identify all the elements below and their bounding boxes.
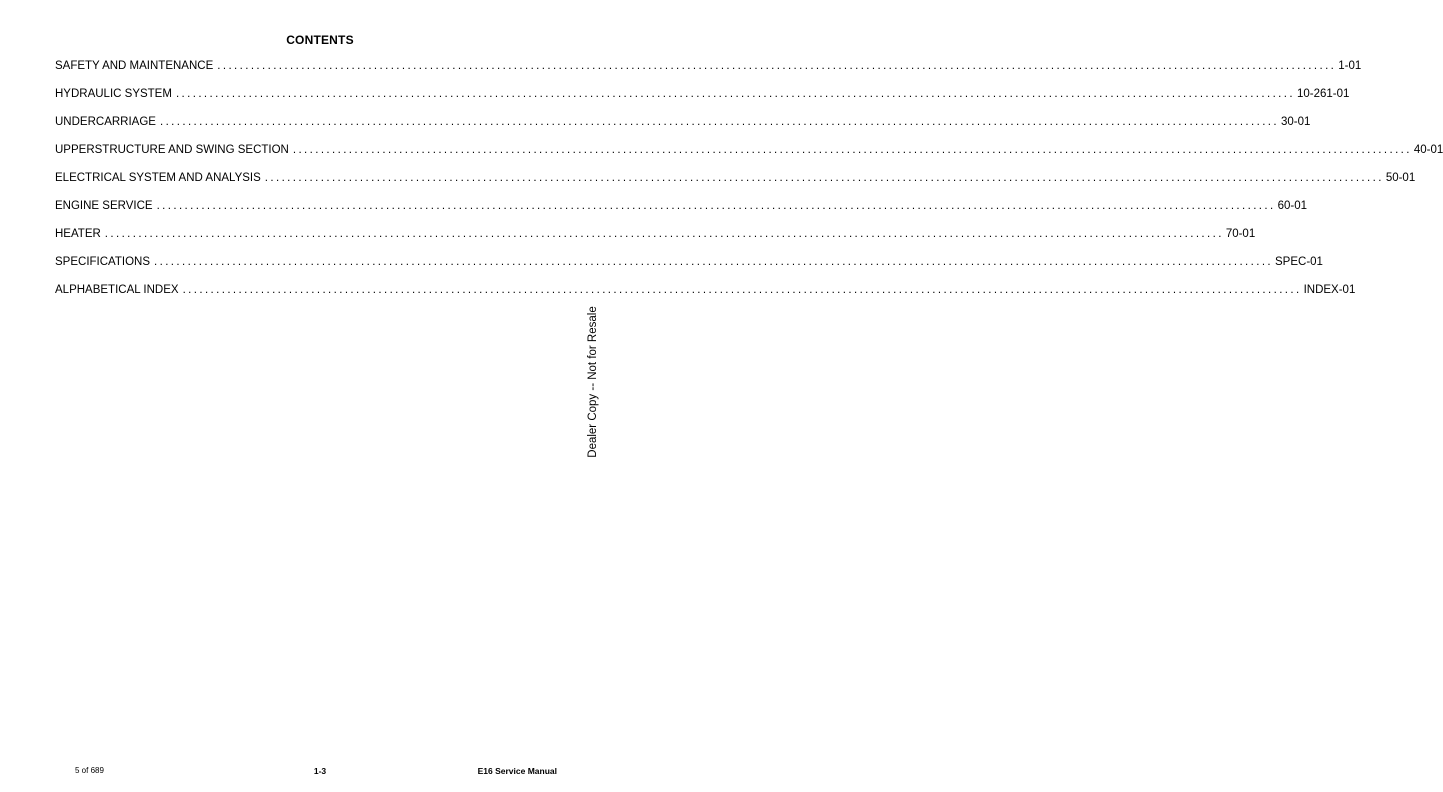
table-of-contents	[55, 60, 1443, 312]
toc-entry-page: 10-261-01	[1296, 88, 1350, 100]
dot-leader: ........................................................................................................................................................................................................	[159, 116, 1279, 128]
page-counter: 5 of 689	[75, 766, 104, 775]
toc-entry-electrical-system-and-analysis[interactable]	[55, 172, 1416, 200]
dot-leader: ........................................................................................................................................................................................................	[175, 88, 1295, 100]
dot-leader: ........................................................................................................................................................................................................	[292, 144, 1412, 156]
toc-entry-undercarriage[interactable]	[55, 116, 1311, 144]
toc-entry-page: 40-01	[1413, 144, 1443, 156]
toc-entry-safety-and-maintenance[interactable]	[55, 60, 1362, 88]
dot-leader: ........................................................................................................................................................................................................	[264, 172, 1384, 184]
dealer-copy-watermark: Dealer Copy -- Not for Resale	[587, 306, 599, 458]
toc-entry-page: 50-01	[1385, 172, 1416, 184]
page-number: 1-3	[313, 766, 327, 776]
dot-leader: ........................................................................................................................................................................................................	[182, 284, 1302, 296]
page-title: CONTENTS	[286, 33, 354, 47]
dot-leader: ........................................................................................................................................................................................................	[217, 60, 1337, 72]
toc-entry-title: UNDERCARRIAGE	[55, 116, 156, 128]
toc-entry-title: ALPHABETICAL INDEX	[55, 284, 179, 296]
dot-leader: ........................................................................................................................................................................................................	[154, 256, 1274, 268]
manual-name: E16 Service Manual	[477, 766, 557, 776]
dot-leader: ........................................................................................................................................................................................................	[104, 228, 1224, 240]
toc-entry-specifications[interactable]	[55, 256, 1323, 284]
toc-entry-title: ENGINE SERVICE	[55, 200, 153, 212]
toc-entry-heater[interactable]	[55, 228, 1256, 256]
toc-entry-page: SPEC-01	[1275, 256, 1323, 268]
toc-entry-alphabetical-index[interactable]	[55, 284, 1356, 312]
toc-entry-page: 30-01	[1280, 116, 1311, 128]
toc-entry-title: SAFETY AND MAINTENANCE	[55, 60, 214, 72]
toc-entry-title: ELECTRICAL SYSTEM AND ANALYSIS	[55, 172, 261, 184]
toc-entry-title: HYDRAULIC SYSTEM	[55, 88, 172, 100]
toc-entry-upperstructure-and-swing-section[interactable]	[55, 144, 1443, 172]
dot-leader: ........................................................................................................................................................................................................	[156, 200, 1276, 212]
toc-entry-engine-service[interactable]	[55, 200, 1308, 228]
toc-entry-page: 60-01	[1277, 200, 1308, 212]
toc-entry-page: INDEX-01	[1303, 284, 1356, 296]
toc-entry-page: 1-01	[1338, 60, 1362, 72]
toc-entry-title: SPECIFICATIONS	[55, 256, 150, 268]
toc-entry-title: HEATER	[55, 228, 101, 240]
toc-entry-page: 70-01	[1225, 228, 1256, 240]
toc-entry-title: UPPERSTRUCTURE AND SWING SECTION	[55, 144, 289, 156]
toc-entry-hydraulic-system[interactable]	[55, 88, 1350, 116]
